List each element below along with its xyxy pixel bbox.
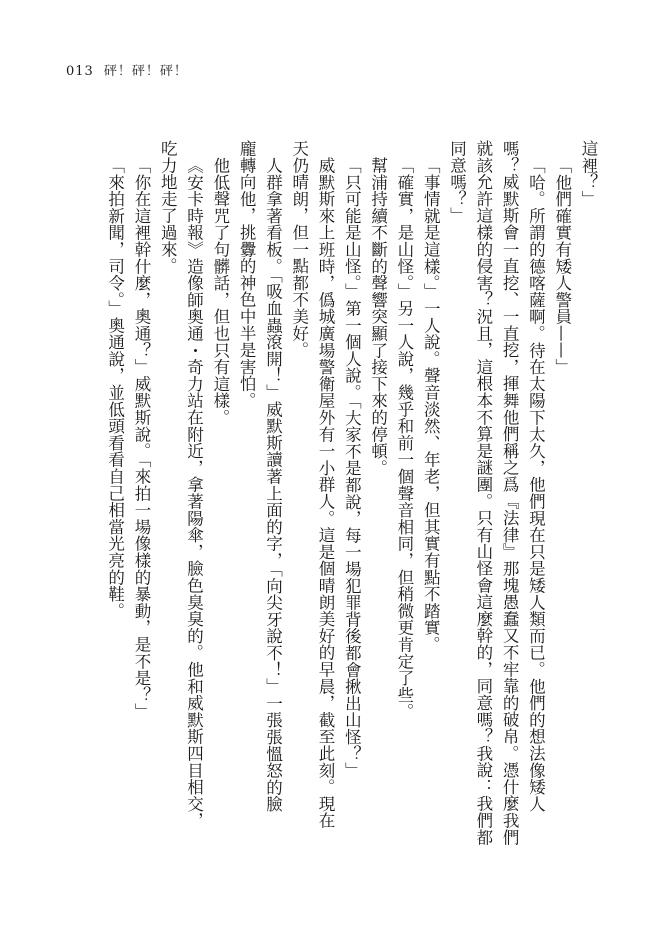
chapter-title: 砰！砰！砰！ bbox=[103, 64, 188, 79]
text-line: 幫浦持續不斷的聲響突顯了接下來的停頓。 bbox=[368, 156, 388, 476]
running-header bbox=[66, 60, 188, 79]
text-line: 「只可能是山怪。」第一個人說。「大家不是都說，每一場犯罪背後都會揪出山怪？」 bbox=[342, 156, 362, 779]
page-number: 013 bbox=[66, 64, 94, 79]
text-line: 他低聲咒了句髒話，但也只有這樣。 bbox=[210, 156, 230, 426]
text-line: 「來拍新聞，司令。」奧通說，並低頭看看自己相當光亮的鞋。 bbox=[105, 156, 125, 619]
text-line: 龐轉向他，挑釁的神色中半是害怕。 bbox=[237, 140, 257, 409]
text-line: 《安卡時報》造像師奧通・奇力站在附近，拿著陽傘，臉色臭臭的。他和威默斯四目相交， bbox=[184, 156, 204, 829]
text-line: 「哈。所謂的德喀薩啊。待在太陽下太久，他們現在只是矮人類而已。他們的想法像矮人 bbox=[526, 156, 546, 812]
text-line: 嗎？威默斯會一直挖、一直挖，揮舞他們稱之爲『法律』那塊愚蠢又不牢靠的破帛。憑什麼我們 bbox=[500, 140, 520, 846]
text-line: 「事情就是這樣。」一人說。聲音淡然、年老，但其實有點不踏實。 bbox=[421, 156, 441, 653]
text-line: 就該允許這樣的侵害？況且，這根本不算是謎團。只有山怪會這麼幹的，同意嗎？我說：我們都 bbox=[473, 140, 493, 846]
text-line: 人群拿著看板。「吸血蟲滾開！」威默斯讀著上面的字，「向尖牙說不！」一張張慍怒的臉 bbox=[263, 156, 283, 812]
text-line: 「確實，是山怪。」另一人說，幾乎和前一個聲音相同，但稍微更肯定了些。 bbox=[394, 156, 414, 720]
text-line: 「他們確實有矮人警員——」 bbox=[552, 156, 572, 375]
text-line: 同意嗎？」 bbox=[447, 140, 467, 224]
text-line: 吃力地走了過來。 bbox=[158, 140, 178, 275]
vertical-body-text bbox=[101, 140, 601, 870]
text-line: 天仍晴朗，但一點都不美好。 bbox=[289, 140, 309, 359]
text-line: 這裡？」 bbox=[579, 140, 598, 208]
text-line: 威默斯來上班時，僞城廣場警衛屋外有一小群人。這是個晴朗美好的早晨，截至此刻。現在 bbox=[316, 156, 336, 829]
text-line: 「你在這裡幹什麼，奧通？」威默斯說。「來拍一場像樣的暴動，是不是？」 bbox=[131, 156, 151, 720]
